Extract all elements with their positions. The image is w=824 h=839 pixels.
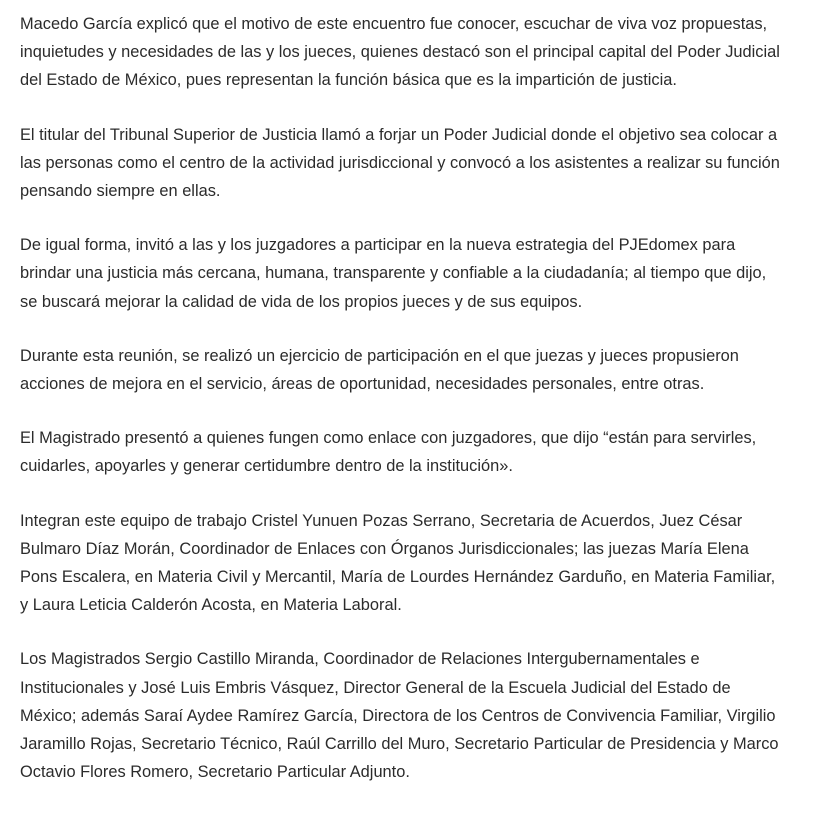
article-body (20, 10, 780, 786)
article-paragraph-2: El titular del Tribunal Superior de Justicia llamó a forjar un Poder Judicial donde el objetivo sea colocar a las personas como el centro de la actividad jurisdiccional y convocó a los asistentes a realizar su función pensando siempre en ellas. (20, 125, 780, 201)
article-paragraph-1: Macedo García explicó que el motivo de este encuentro fue conocer, escuchar de viva voz propuestas, inquietudes y necesidades de las y los jueces, quienes destacó son el principal capital del Poder Judicial del Estado de México, pues representan la función básica que es la impartición de justicia. (20, 15, 780, 90)
article-paragraph-7: Los Magistrados Sergio Castillo Miranda, Coordinador de Relaciones Intergubernamentales e Institucionales y José Luis Embris Vásquez, Director General de la Escuela Judicial del Estado de México; además Saraí Aydee Ramírez García, Directora de los Centros de Convivencia Familiar, Virgilio Jaramillo Rojas, Secretario Técnico, Raúl Carrillo del Muro, Secretario Particular de Presidencia y Marco Octavio Flores Romero, Secretario Particular Adjunto. (20, 650, 779, 782)
article-paragraph-6: Integran este equipo de trabajo Cristel Yunuen Pozas Serrano, Secretaria de Acuerdos, Juez César Bulmaro Díaz Morán, Coordinador de Enlaces con Órganos Jurisdiccionales; las juezas María Elena Pons Escalera, en Materia Civil y Mercantil, María de Lourdes Hernández Garduño, en Materia Familiar, y Laura Leticia Calderón Acosta, en Materia Laboral. (20, 511, 776, 615)
article-paragraph-3: De igual forma, invitó a las y los juzgadores a participar en la nueva estrategia del PJEdomex para brindar una justicia más cercana, humana, transparente y confiable a la ciudadanía; al tiempo que dijo, se buscará mejorar la calidad de vida de los propios jueces y de sus equipos. (20, 236, 767, 311)
article-paragraph-4: Durante esta reunión, se realizó un ejercicio de participación en el que juezas y jueces propusieron acciones de mejora en el servicio, áreas de oportunidad, necesidades personales, entre otras. (20, 346, 739, 394)
article-paragraph-5: El Magistrado presentó a quienes fungen como enlace con juzgadores, que dijo “están para servirles, cuidarles, apoyarles y generar certidumbre dentro de la institución». (20, 429, 757, 476)
